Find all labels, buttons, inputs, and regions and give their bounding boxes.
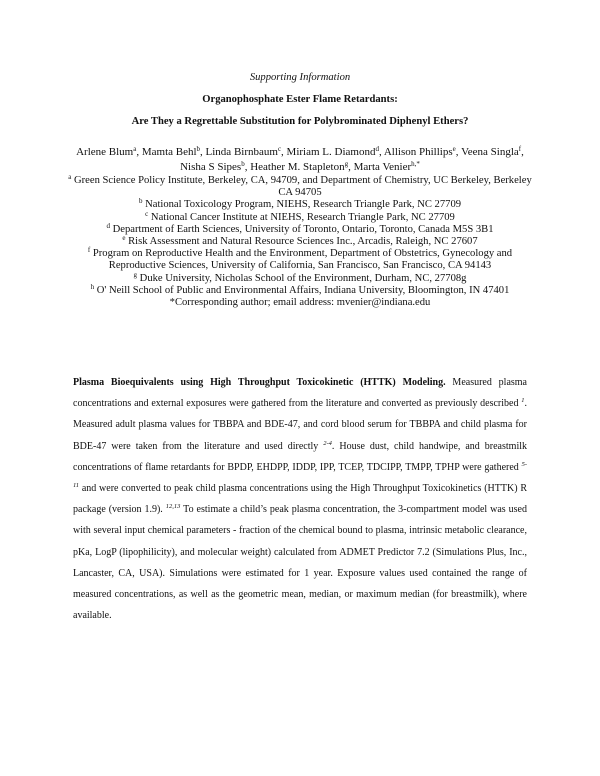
author-affiliation-marker: d [375,145,379,153]
author-name: Heather M. Stapleton [250,161,345,173]
author-name: Mamta Behl [141,146,197,158]
paragraph-text-4: and were converted to peak child plasma concentrations using the High Throughput Toxicokinetics (HTTK) R package (version 1.9). [73,483,527,516]
affiliation-text: Duke University, Nicholas School of the Environment, Durham, NC, 27708g [137,272,467,284]
affiliation-marker: b [138,197,143,206]
affiliation-marker: h [90,282,95,291]
affiliations [60,175,540,297]
author-affiliation-marker: e [452,145,456,153]
affiliation-marker: g [133,270,138,279]
affiliation-marker: c [145,209,149,218]
affiliation [60,199,540,211]
affiliation [60,175,540,199]
paragraph-text-3: . House dust, child handwipe, and breastmilk concentrations of flame retardants for BPDP, EHDPP, IDDP, IPP, TCEP, TDCIPP, TMPP, TPHP were gathered [73,440,527,473]
affiliation-text: Program on Reproductive Health and the Environment, Department of Obstetrics, Gynecology and Reproductive Sciences, University of California, San Francisco, San Francisco, CA 94143 [90,248,513,272]
author-name: Veena Singla [461,146,519,158]
paragraph-text-5: To estimate a child’s peak plasma concentration, the 3-compartment model was used with several input chemical parameters - fraction of the chemical bound to plasma, intrinsic metabolic clearance, pKa, LogP (lipophilicity), and molecular weight) calculated from ADMET Predictor 7.2 (Simulations Plus, Inc., Lancaster, CA, USA). Simulations were estimated for 1 year. Exposure values used contained the range of measured concentrations, as well as the geometric mean, median, or maximum median (for breastmilk), where available. [73,504,527,622]
author-separator: , [200,146,206,158]
author-separator: , [521,146,524,158]
author-list [66,145,534,175]
author-name: Linda Birnbaum [205,146,278,158]
affiliation-marker: f [87,246,91,255]
affiliation-text: National Toxicology Program, NIEHS, Research Triangle Park, NC 27709 [142,199,462,211]
section-paragraph [73,372,527,626]
affiliation-marker: d [106,221,110,230]
author-affiliation-marker: b [196,145,201,153]
author-name: Miriam L. Diamond [286,146,376,158]
affiliation-text: Green Science Policy Institute, Berkeley, CA, 94709, and Department of Chemistry, UC Berkeley, Berkeley CA 94705 [71,175,532,199]
author-separator: , [281,146,287,158]
affiliation-text: Risk Assessment and Natural Resource Sciences Inc., Arcadis, Raleigh, NC 27607 [125,236,478,248]
section-heading: Plasma Bioequivalents using High Throughput Toxicokinetic (HTTK) Modeling. [73,377,446,388]
author-name: Marta Venier [353,161,412,173]
title-line-1: Organophosphate Ester Flame Retardants: [202,94,398,105]
paragraph-text-1: Measured plasma concentrations and external exposures were gathered from the literature and converted as previously described [73,377,527,410]
author-affiliation-marker: c [277,145,282,153]
author-affiliation-marker: h,* [411,160,420,168]
author-affiliation-marker: g [344,160,349,168]
author-separator: , [348,161,354,173]
affiliation [60,209,540,224]
affiliation-text: Department of Earth Sciences, University of Toronto, Ontario, Toronto, Canada M5S 3B1 [109,223,494,235]
affiliation-list [60,175,540,309]
corresponding-author: *Corresponding author; email address: mvenier@indiana.edu [169,297,431,309]
author-name: Nisha S Sipes [180,161,242,173]
author-affiliation-marker: f [518,145,522,153]
affiliation [60,248,540,272]
affiliation-marker: a [68,173,72,181]
author-affiliation-marker: a [133,145,137,153]
citation-ref: 12,13 [165,503,181,511]
author-separator: , [136,146,142,158]
author-separator: , [455,146,462,158]
affiliation-text: National Cancer Institute at NIEHS, Research Triangle Park, NC 27709 [148,211,455,223]
affiliation [60,282,540,297]
citation-ref: 5-11 [73,460,527,490]
title-line-2: Are They a Regrettable Substitution for Polybrominated Diphenyl Ethers? [131,116,469,127]
author-separator: , [378,146,384,158]
affiliation-marker: e [122,234,126,243]
citation-ref: 2-4 [323,439,332,447]
affiliation [60,236,540,248]
author-separator: , [244,161,251,173]
author-name: Arlene Blum [76,146,134,158]
citation-ref: 1 [521,397,525,405]
affiliation-text: O' Neill School of Public and Environmental Affairs, Indiana University, Bloomington, IN 47401 [94,284,510,296]
author-name: Allison Phillips [383,146,453,158]
affiliation [60,270,540,285]
affiliation [60,221,540,236]
supporting-information-label: Supporting Information [249,72,351,83]
paragraph-text-2: . Measured adult plasma values for TBBPA and BDE-47, and cord blood serum for TBBPA and child plasma for BDE-47 were taken from the literature and used directly [73,398,527,452]
author-affiliation-marker: b [241,160,245,168]
